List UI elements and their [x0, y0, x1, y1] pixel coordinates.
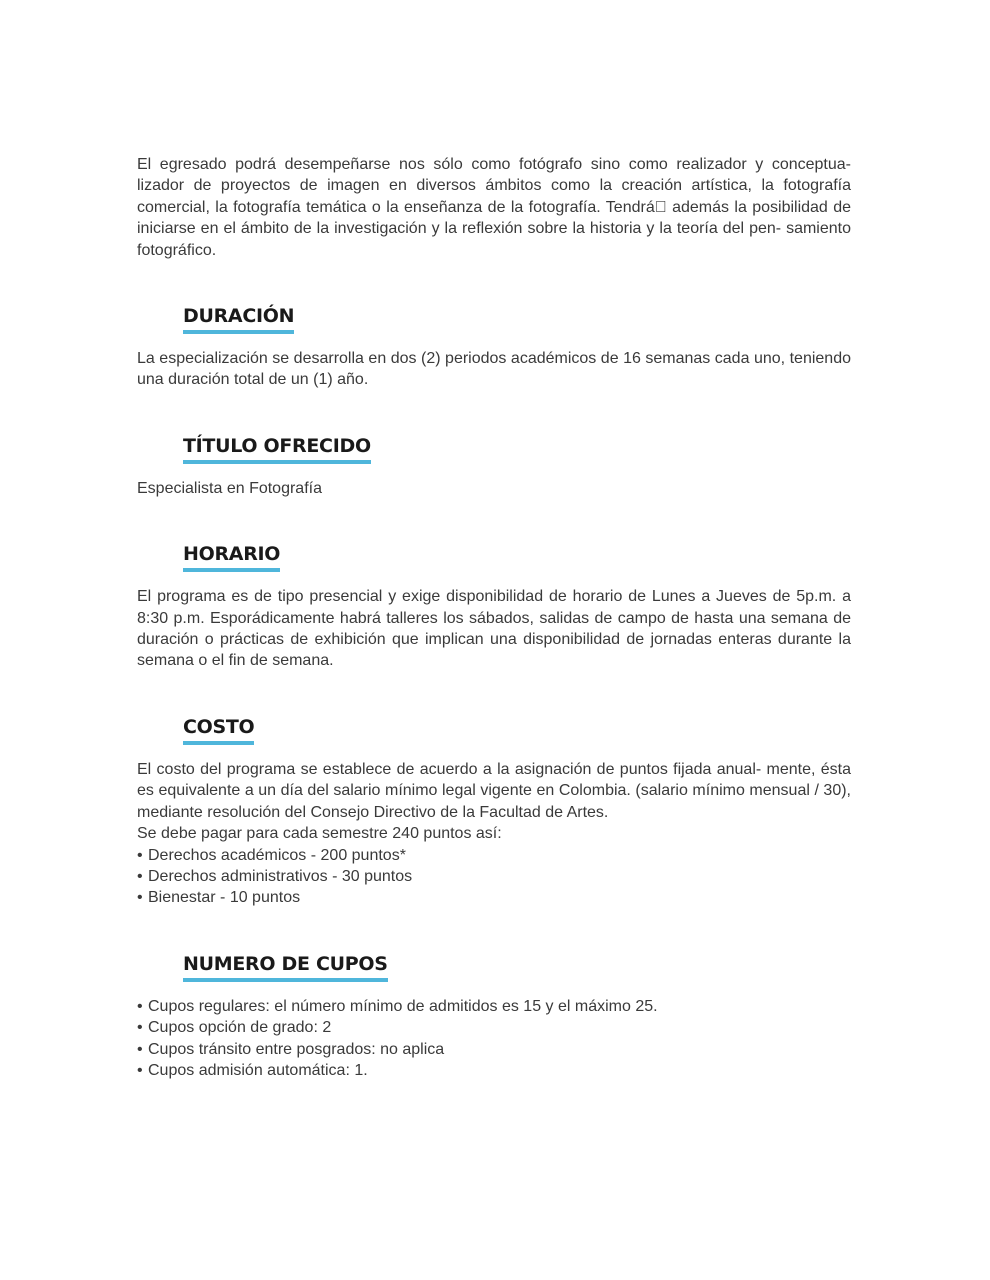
- list-item-text: Derechos administrativos - 30 puntos: [148, 867, 413, 885]
- page-content: [137, 154, 851, 1125]
- bullet-icon: •: [137, 1040, 143, 1058]
- intro-paragraph: El egresado podrá desempeñarse nos sólo como fotógrafo sino como realizador y conceptua- lizador de proyectos de imagen en diversos ámbitos como la creación artística, la fotografía comercial, la fotografía temática o la enseñanza de la fotografía. Tendrá  además la posibilidad de iniciarse en el ámbito de la investigación y la reflexión sobre la historia y la teoría del pen- samiento fotográfico.: [137, 156, 851, 259]
- list-item-text: Bienestar - 10 puntos: [148, 889, 301, 907]
- list-item: [137, 1060, 851, 1081]
- section-heading-cupos: NUMERO DE CUPOS: [183, 953, 388, 982]
- duracion-text: La especialización se desarrolla en dos (2) periodos académicos de 16 semanas cada uno, teniendo una duración total de un (1) año.: [137, 350, 851, 389]
- list-item: [137, 887, 851, 908]
- list-item: [137, 866, 851, 887]
- bullet-icon: •: [137, 867, 143, 885]
- list-item-text: Cupos regulares: el número mínimo de admitidos es 15 y el máximo 25.: [148, 997, 658, 1015]
- costo-text: El costo del programa se establece de acuerdo a la asignación de puntos fijada anual- mente, ésta es equivalente a un día del salario mínimo legal vigente en Colombia. (salario mínimo mensual / 30), mediante resolución del Consejo Directivo de la Facultad de Artes.: [137, 760, 851, 821]
- bullet-icon: •: [137, 846, 143, 864]
- cupos-list: [137, 996, 851, 1082]
- list-item: [137, 1039, 851, 1060]
- list-item: [137, 996, 851, 1017]
- list-item-text: Cupos tránsito entre posgrados: no aplica: [148, 1040, 445, 1058]
- section-heading-costo: COSTO: [183, 716, 254, 745]
- bullet-icon: •: [137, 889, 143, 907]
- list-item: [137, 1017, 851, 1038]
- section-duracion: [137, 305, 851, 391]
- section-heading-horario: HORARIO: [183, 543, 280, 572]
- section-cupos: [137, 953, 851, 1082]
- list-item-text: Cupos opción de grado: 2: [148, 1019, 332, 1037]
- section-titulo: [137, 435, 851, 499]
- horario-text: El programa es de tipo presencial y exige disponibilidad de horario de Lunes a Jueves de 5p.m. a 8:30 p.m. Esporádicamente habrá talleres los sábados, salidas de campo de hasta una semana de duración o prácticas de exhibición que implican una disponibilidad de jornadas enteras durante la semana o el fin de semana.: [137, 588, 851, 670]
- bullet-icon: •: [137, 997, 143, 1015]
- section-horario: [137, 543, 851, 672]
- bullet-icon: •: [137, 1061, 143, 1079]
- list-item-text: Derechos académicos - 200 puntos*: [148, 846, 406, 864]
- section-heading-titulo: TÍTULO OFRECIDO: [183, 435, 371, 464]
- titulo-text: Especialista en Fotografía: [137, 479, 322, 497]
- section-heading-duracion: DURACIÓN: [183, 305, 294, 334]
- costo-lead: Se debe pagar para cada semestre 240 puntos así:: [137, 825, 502, 843]
- bullet-icon: •: [137, 1019, 143, 1037]
- section-costo: [137, 716, 851, 909]
- costo-list: [137, 845, 851, 909]
- list-item-text: Cupos admisión automática: 1.: [148, 1061, 368, 1079]
- list-item: [137, 845, 851, 866]
